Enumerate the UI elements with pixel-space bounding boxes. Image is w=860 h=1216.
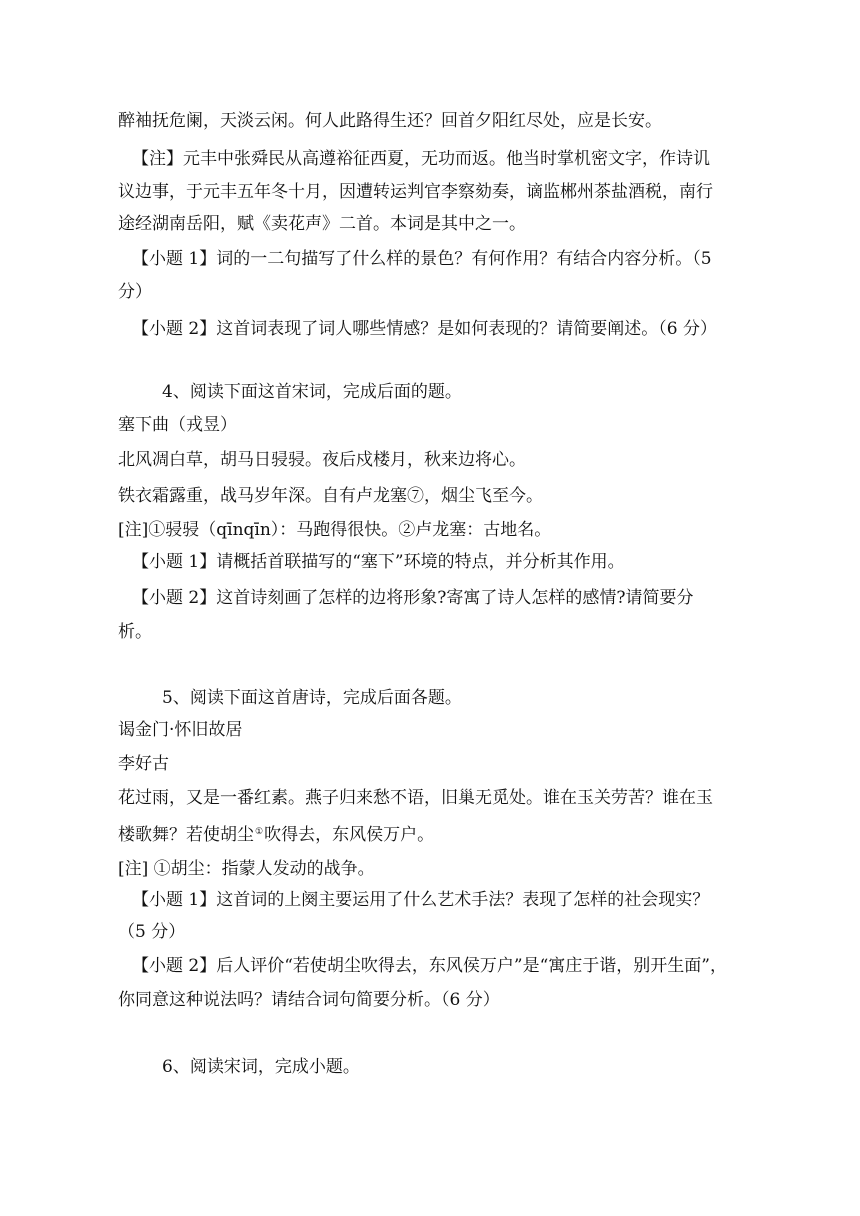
poem-text-line: 醉袖抚危阑，天淡云闲。何人此路得生还？回首夕阳红尽处，应是长安。 [118, 111, 662, 131]
poem-text-segment: 吹得去，东风侯万户。 [264, 825, 435, 845]
question-line: 【小题 1】这首词的上阕主要运用了什么艺术手法？表现了怎样的社会现实？ [132, 890, 710, 910]
poem-text-line: 花过雨，又是一番红素。燕子归来愁不语，旧巢无觅处。谁在玉关劳苦？谁在玉 [118, 788, 713, 808]
note-line: 【注】元丰中张舜民从高遵裕征西夏，无功而返。他当时掌机密文字，作诗讥 [132, 149, 710, 169]
section-heading: 6、阅读宋词，完成小题。 [162, 1057, 360, 1077]
note-line: [注]①骎骎（qīnqīn）：马跑得很快。②卢龙塞：古地名。 [118, 520, 552, 540]
question-line: 【小题 2】这首诗刻画了怎样的边将形象?寄寓了诗人怎样的感情?请简要分 [132, 588, 694, 608]
poem-text-line [118, 820, 434, 847]
poem-title: 塞下曲（戎昱） [118, 415, 237, 435]
section-heading: 5、阅读下面这首唐诗，完成后面各题。 [162, 688, 462, 708]
question-line: 分） [118, 282, 152, 302]
question-line: 【小题 2】后人评价“若使胡尘吹得去，东风侯万户”是“寓庄于谐，别开生面”， [132, 956, 727, 976]
poem-text-line: 铁衣霜露重，战马岁年深。自有卢龙塞⑦，烟尘飞至今。 [118, 486, 543, 506]
question-line: 析。 [118, 622, 152, 642]
question-line: 你同意这种说法吗？请结合词句简要分析。（6 分） [118, 990, 500, 1010]
poem-title: 谒金门·怀旧故居 [118, 720, 243, 740]
note-line: 途经湖南岳阳，赋《卖花声》二首。本词是其中之一。 [118, 214, 526, 234]
note-line: [注] ①胡尘：指蒙人发动的战争。 [118, 859, 375, 879]
question-line: 【小题 1】请概括首联描写的“塞下”环境的特点，并分析其作用。 [132, 552, 625, 572]
poem-text-line: 北风凋白草，胡马日骎骎。夜后戍楼月，秋来边将心。 [118, 450, 526, 470]
poem-author: 李好古 [118, 754, 169, 774]
section-heading: 4、阅读下面这首宋词，完成后面的题。 [162, 382, 462, 402]
question-line: 【小题 2】这首词表现了词人哪些情感？是如何表现的？请简要阐述。（6 分） [132, 319, 717, 339]
note-line: 议边事，于元丰五年冬十月，因遭转运判官李察劾奏，谪监郴州茶盐酒税，南行 [118, 182, 713, 202]
footnote-marker: ① [255, 827, 264, 837]
question-line: （5 分） [118, 922, 186, 942]
poem-text-segment: 楼歌舞？若使胡尘 [118, 825, 254, 845]
question-line: 【小题 1】词的一二句描写了什么样的景色？有何作用？有结合内容分析。（5 [132, 249, 712, 269]
